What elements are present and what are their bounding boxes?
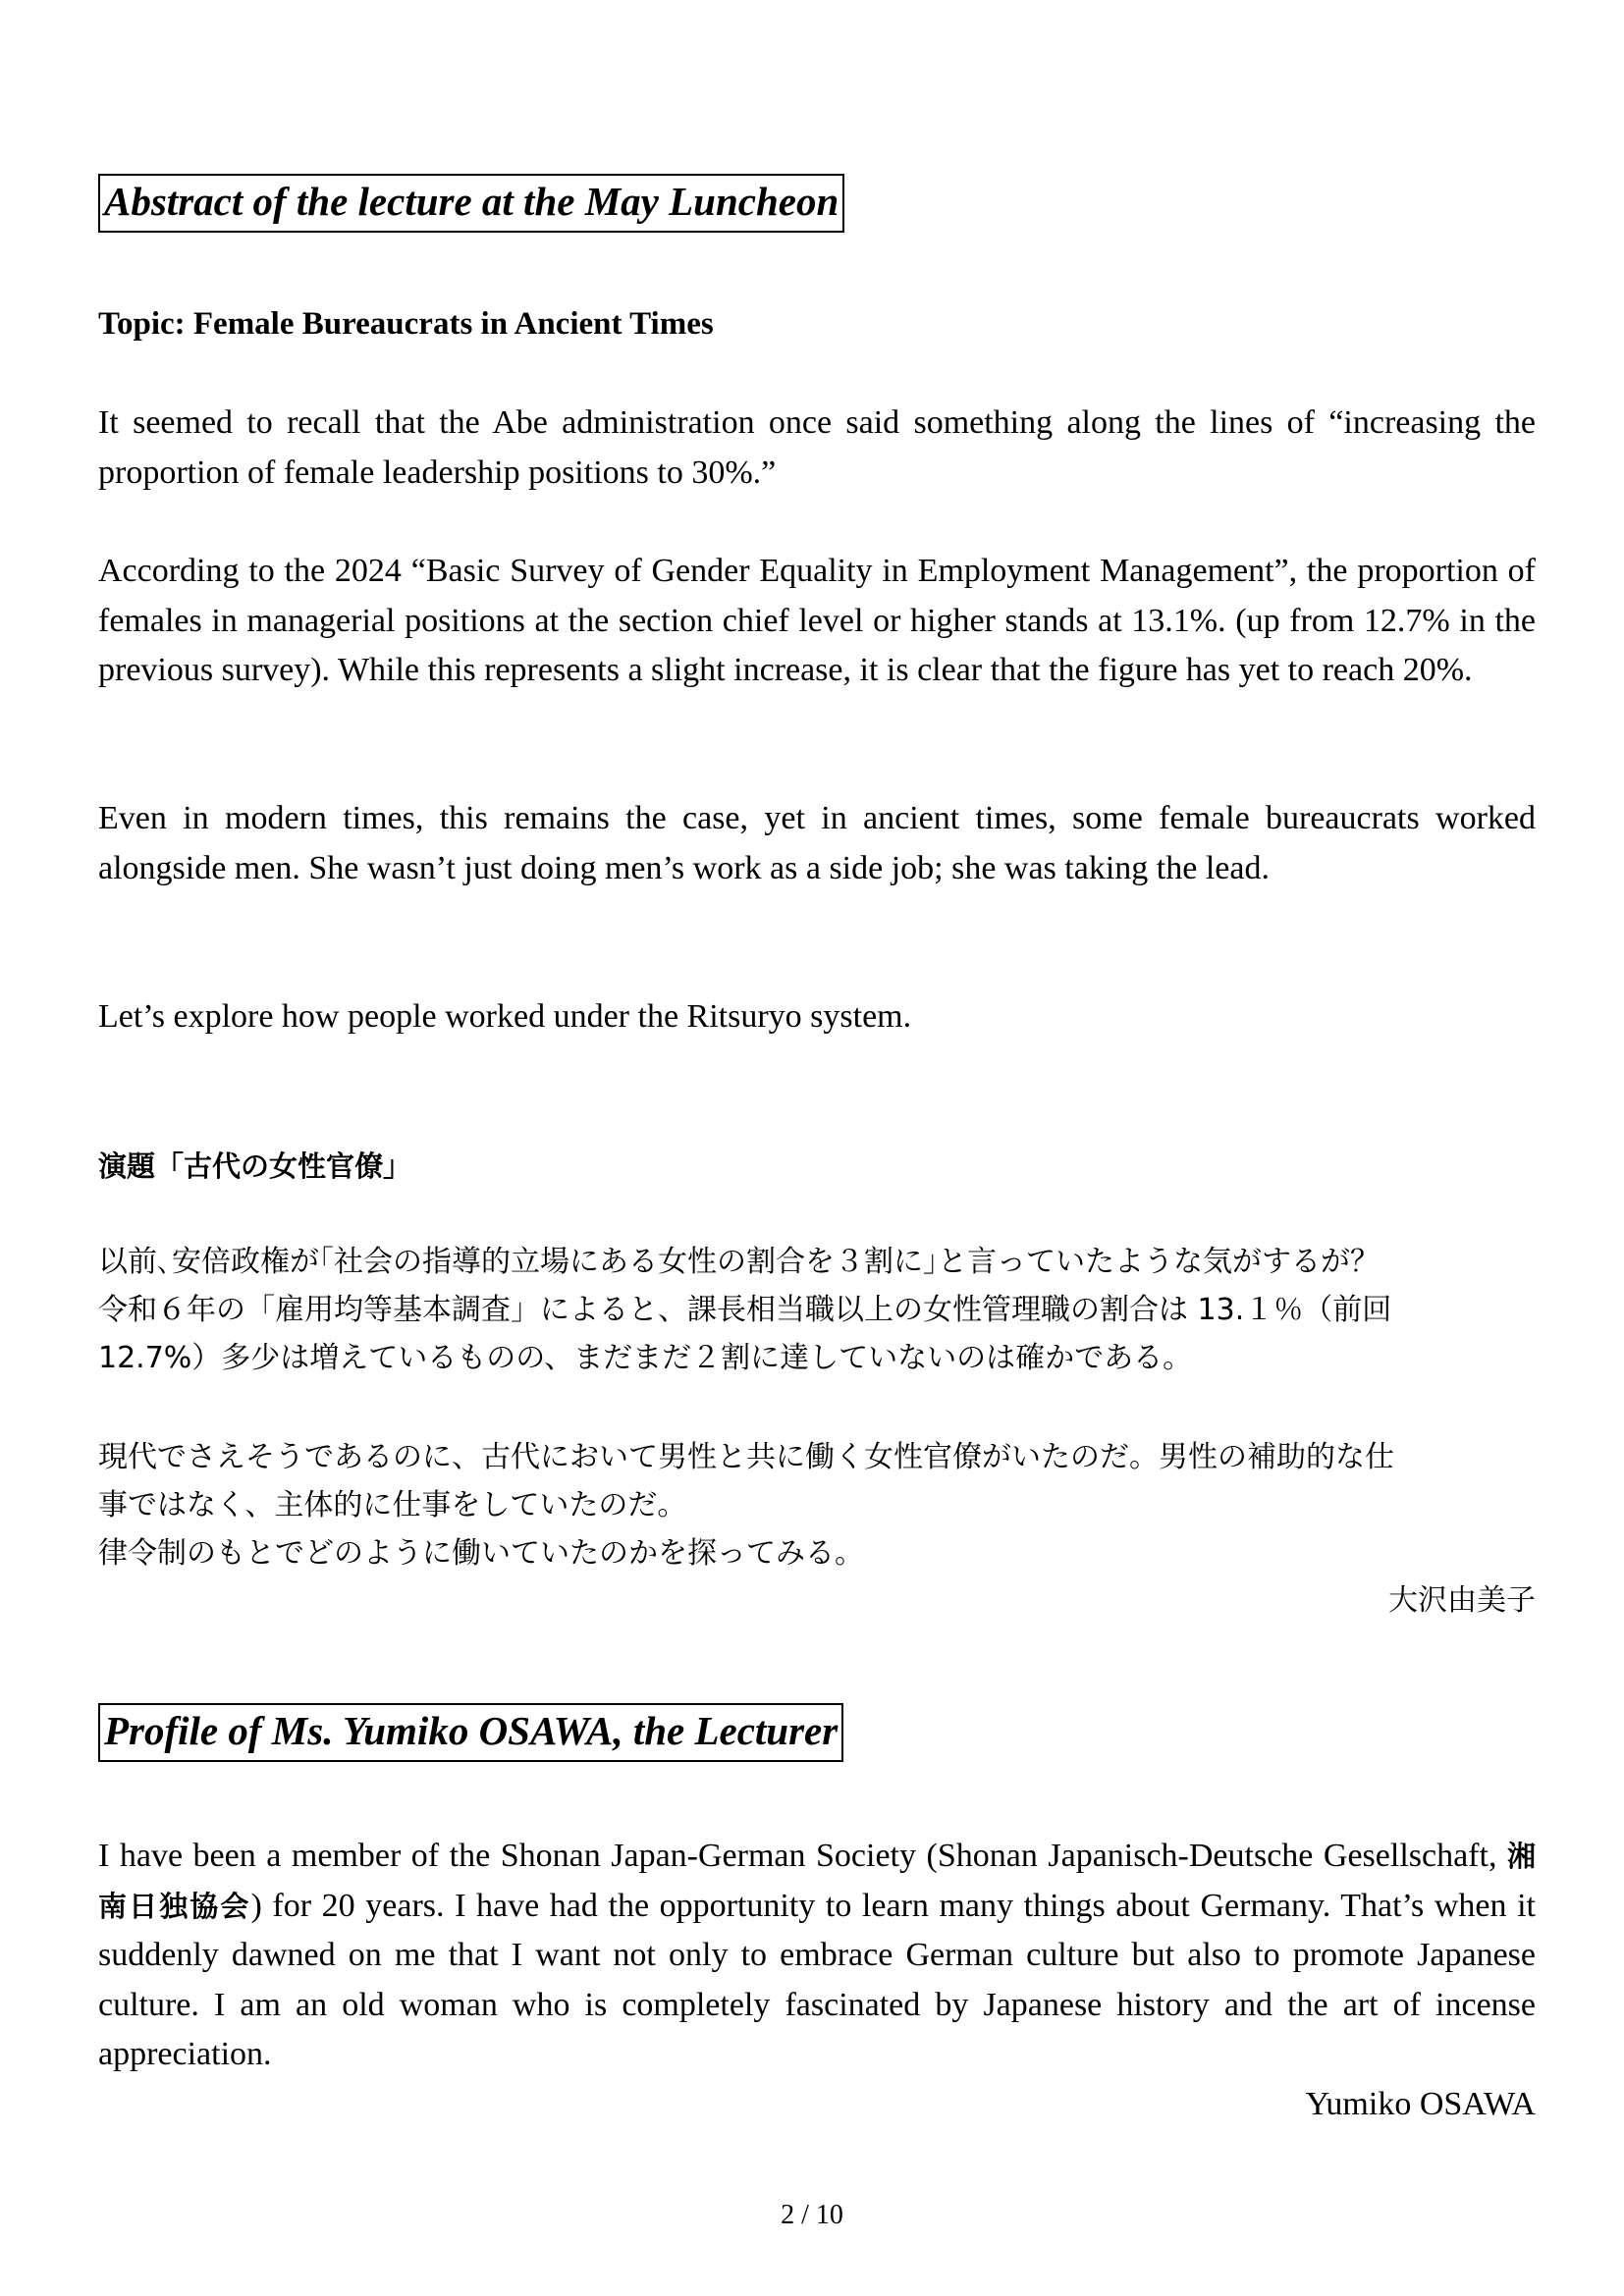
japanese-line: 以前､安倍政権が｢社会の指導的立場にある女性の割合を３割に｣と言っていたような気がするが？ (98, 1245, 1380, 1279)
japanese-line: 律令制のもとでどのように働いていたのかを探ってみる。 (98, 1536, 864, 1571)
profile-title: Profile of Ms. Yumiko OSAWA, the Lecturer (98, 1703, 843, 1762)
japanese-signature: 大沢由美子 (1388, 1583, 1536, 1618)
japanese-topic-heading: 演題「古代の女性官僚」 (98, 1149, 412, 1183)
english-paragraph-4: Let’s explore how people worked under the Ritsuryo system. (98, 998, 912, 1035)
page-number: 2 / 10 (781, 2200, 843, 2230)
japanese-paragraph-1 (98, 1238, 1536, 1382)
english-paragraph-3: Even in modern times, this remains the case, yet in ancient times, some female bureaucrats worked alongside men. She wasn’t just doing men’s work as a side job; she was taking the lead. (98, 800, 1536, 886)
japanese-paragraph-2 (98, 1433, 1536, 1577)
profile-text-before: I have been a member of the Shonan Japan-German Society (Shonan Japanisch-Deutsche Gesellschaft, (98, 1838, 1497, 1874)
society-japanese-name: 湘南日独協会 (98, 1840, 1536, 1923)
japanese-line: 令和６年の「雇用均等基本調査」によると、課長相当職以上の女性管理職の割合は 13.１％（前回 (98, 1293, 1392, 1327)
english-signature: Yumiko OSAWA (1305, 2086, 1536, 2122)
english-paragraph-2: According to the 2024 “Basic Survey of Gender Equality in Employment Management”, the proportion of females in managerial positions at the section chief level or higher stands at 13.1%. (up from 12.7% in the previous survey). While this represents a slight increase, it is clear that the figure has yet to reach 20%. (98, 553, 1536, 688)
profile-text-after: ) for 20 years. I have had the opportunity to learn many things about Germany. That’s when it suddenly dawned on me that I want not only to embrace German culture but also to promote Japanese culture. I am an old woman who is completely fascinated by Japanese history and the art of incense appreciation. (98, 1887, 1536, 2072)
topic-heading: Topic: Female Bureaucrats in Ancient Times (98, 306, 714, 342)
japanese-line: 12.7%）多少は増えているものの、まだまだ２割に達していないのは確かである。 (98, 1341, 1193, 1375)
abstract-title: Abstract of the lecture at the May Luncheon (98, 174, 844, 233)
japanese-line: 現代でさえそうであるのに、古代において男性と共に働く女性官僚がいたのだ。男性の補助的な仕 (98, 1440, 1394, 1474)
japanese-line: 事ではなく、主体的に仕事をしていたのだ。 (98, 1488, 687, 1522)
profile-paragraph (98, 1832, 1536, 2080)
english-paragraph-1: It seemed to recall that the Abe administration once said something along the lines of “increasing the proportion of female leadership positions to 30%.” (98, 404, 1536, 491)
